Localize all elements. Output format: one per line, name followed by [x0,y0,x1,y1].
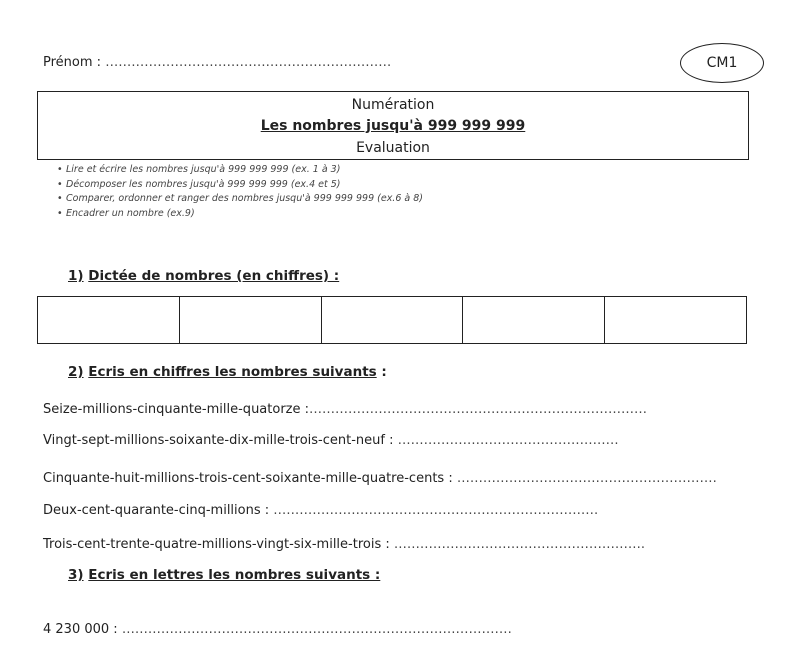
dictation-cell[interactable] [322,297,464,343]
section-3-number: 3) [68,567,84,583]
prenom-blank[interactable]: ………………………………………………………… [105,55,392,70]
exercise-2-line [43,537,645,552]
objective-text: Encadrer un nombre (ex.9) [66,208,195,219]
exercise-2-line [43,503,598,518]
answer-blank[interactable]: ……………………………………………………………………………… [121,622,512,637]
number-words: Cinquante-huit-millions-trois-cent-soixante-mille-quatre-cents : [43,471,457,486]
title-box [37,91,749,160]
objective-item [57,179,341,190]
section-2-title: Ecris en chiffres les nombres suivants [88,364,377,380]
section-1-number: 1) [68,268,84,284]
dictation-cell[interactable] [180,297,322,343]
objective-item [57,193,423,204]
exercise-2-line [43,402,647,417]
answer-blank[interactable]: …………………………………………………. [393,537,646,552]
objective-item [57,164,341,175]
bullet-icon: • [57,193,63,204]
answer-blank[interactable]: ………………………………………………………………… [273,503,599,518]
evaluation-title: Evaluation [356,140,430,156]
objective-item [57,208,195,219]
section-3-title: Ecris en lettres les nombres suivants : [88,567,381,583]
level-badge-text: CM1 [706,55,738,71]
section-2-number: 2) [68,364,84,380]
number-words: Trois-cent-trente-quatre-millions-vingt-six-mille-trois : [43,537,394,552]
exercise-3-line [43,622,512,637]
section-1-title: Dictée de nombres (en chiffres) : [88,268,340,284]
number-digits: 4 230 000 : [43,622,122,637]
objective-text: Comparer, ordonner et ranger des nombres jusqu'à 999 999 999 (ex.6 à 8) [66,193,423,204]
section-3-heading [68,567,380,583]
dictation-cell[interactable] [605,297,746,343]
prenom-line [43,55,391,70]
level-badge [680,43,764,83]
answer-blank[interactable]: …………………………………………………………………… [309,402,647,417]
bullet-icon: • [57,164,63,175]
answer-blank[interactable]: …………………………………………………… [456,471,717,486]
number-words: Seize-millions-cinquante-mille-quatorze : [43,402,309,417]
section-1-heading [68,268,339,284]
dictation-cell[interactable] [38,297,180,343]
bullet-icon: • [57,179,63,190]
prenom-label: Prénom : [43,55,102,70]
objective-text: Décomposer les nombres jusqu'à 999 999 999 (ex.4 et 5) [66,179,341,190]
dictation-cell[interactable] [463,297,605,343]
number-words: Deux-cent-quarante-cinq-millions : [43,503,274,518]
number-words: Vingt-sept-millions-soixante-dix-mille-trois-cent-neuf : [43,433,398,448]
dictation-grid [37,296,747,344]
objective-text: Lire et écrire les nombres jusqu'à 999 999 999 (ex. 1 à 3) [66,164,341,175]
lesson-title: Les nombres jusqu'à 999 999 999 [260,118,526,134]
subject-title: Numération [351,97,435,113]
exercise-2-line [43,471,717,486]
bullet-icon: • [57,208,63,219]
section-2-colon: : [376,364,387,380]
answer-blank[interactable]: …………………………………………… [397,433,619,448]
exercise-2-line [43,433,619,448]
section-2-heading [68,364,387,380]
